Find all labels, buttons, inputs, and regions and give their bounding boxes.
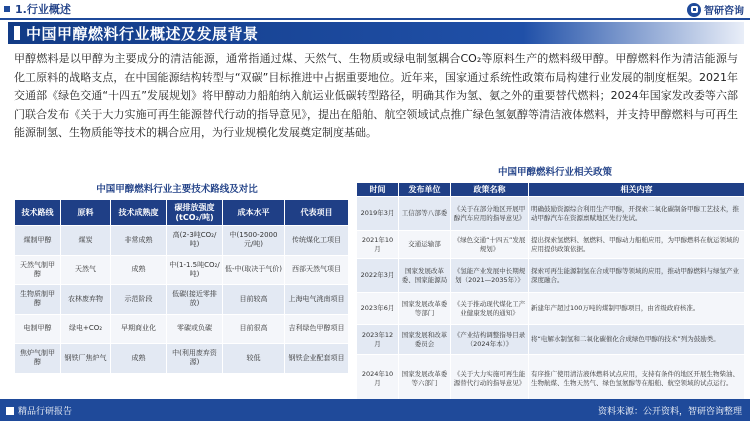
table-cell: 明确鼓励资源综合利用生产甲醇，开探索二氧化碳制备甲醇工艺技术，推动甲醇汽车在资源禀赋地区先行先试。 [529,197,745,231]
table-cell: 国家发展和改革委员会 [399,325,451,355]
table-row [15,255,349,285]
table-cell: 将“电解水制氢和二氧化碳催化合成绿色甲醇的技术”列为鼓励类。 [529,325,745,355]
route-table-header [15,200,349,226]
section-label: 1.行业概述 [15,3,71,16]
top-divider [0,18,750,20]
table-row [357,325,745,355]
table-cell: 《关于在部分地区开展甲醇汽车应用的指导意见》 [451,197,529,231]
table-cell: 中(利用废弃资源) [167,344,223,374]
table-cell: 农林废弃物 [61,285,111,315]
table-row [15,314,349,344]
table-cell: 西部天然气项目 [285,255,349,285]
table-cell: 工信部等八部委 [399,197,451,231]
table-cell: 成熟 [111,344,167,374]
table-cell: 国家发展改革委等部门 [399,293,451,325]
table-cell: 天然气制甲醇 [15,255,61,285]
column-header: 相关内容 [529,183,745,197]
table-cell: 提出探索氢燃料、氨燃料、甲醇动力船舶应用，为甲醇燃料在航运领域的应用提供政策依据。 [529,231,745,259]
column-header: 技术成熟度 [111,200,167,226]
table-cell: 目前较高 [223,285,285,315]
table-cell: 交通运输部 [399,231,451,259]
column-header: 技术路线 [15,200,61,226]
table-cell: 低碳(接近零排放) [167,285,223,315]
table-row [357,231,745,259]
table-cell: 国家发展改革委等六部门 [399,355,451,403]
table-cell: 较低 [223,344,285,374]
table-cell: 低-中(取决于气价) [223,255,285,285]
table-cell: 探索可再生能源制氢在合成甲醇等领域的应用，推动甲醇燃料与绿氢产业深度融合。 [529,259,745,293]
top-bar [0,0,750,18]
table-row [357,293,745,325]
table-row [357,197,745,231]
table-cell: 有序推广使用清洁液体燃料试点应用，支持有条件的地区开展生物柴油、生物航煤、生物天然气、绿色氢氨醇等在船舶、航空领域的试点运行。 [529,355,745,403]
column-header: 发布单位 [399,183,451,197]
table-cell: 成熟 [111,255,167,285]
table-cell: 焦炉气制甲醇 [15,344,61,374]
table-cell: 生物质制甲醇 [15,285,61,315]
table-cell: 2021年10月 [357,231,399,259]
table-cell: 《绿色交通“十四五”发展规划》 [451,231,529,259]
intro-paragraph: 甲醇燃料是以甲醇为主要成分的清洁能源，通常指通过煤、天然气、生物质或绿电制氢耦合CO₂等原料生产的燃料级甲醇。甲醇燃料作为清洁能源与化工原料的战略支点，在中国能源结构转型与“双碳”目标推进中占据重要地位。近年来，国家通过系统性政策布局构建行业发展的制度框架。2021年交通部《绿色交通“十四五”发展规划》将甲醇动力船舶纳入航运业低碳转型路径，明确其作为氢、氨之外的重要替代燃料；2024年国家发改委等六部门联合发布《关于大力实施可再生能源替代行动的指导意见》，提出在船舶、航空领域试点推广绿色氢氨醇等清洁液体燃料，并支持甲醇燃料与可再生能源制氢、生物质能等技术的耦合应用，为行业规模化发展奠定制度基础。 [14,52,738,139]
table-row [15,226,349,256]
footer-marker-icon [6,407,14,415]
table-cell: 2024年10月 [357,355,399,403]
table-cell: 《关于大力实施可再生能源替代行动的指导意见》 [451,355,529,403]
table-cell: 电制甲醇 [15,314,61,344]
table-row [15,344,349,374]
table-cell: 《产业结构调整指导目录（2024年本）》 [451,325,529,355]
table-row [15,285,349,315]
table-cell: 非常成熟 [111,226,167,256]
table-cell: 吉利绿色甲醇项目 [285,314,349,344]
brand-name: 智研咨询 [704,6,744,17]
route-table-title: 中国甲醇燃料行业主要技术路线及对比 [96,184,258,195]
table-cell: 煤炭 [61,226,111,256]
table-cell: 天然气 [61,255,111,285]
table-cell: 高(2-3吨CO₂/吨) [167,226,223,256]
table-cell: 《氢能产业发展中长期规划（2021—2035年）》 [451,259,529,293]
table-cell: 煤制甲醇 [15,226,61,256]
table-cell: 示范阶段 [111,285,167,315]
table-cell: 零碳或负碳 [167,314,223,344]
page-title: 中国甲醇燃料行业概述及发展背景 [26,24,259,43]
column-header: 代表项目 [285,200,349,226]
source-note: 资料来源：公开资料，智研咨询整理 [597,407,742,417]
table-cell: 目前很高 [223,314,285,344]
table-cell: 绿电+CO₂ [61,314,111,344]
table-cell: 国家发展改革委、国家能源局 [399,259,451,293]
policy-table-header [357,183,745,197]
title-banner [8,22,744,44]
table-cell: 2023年12月 [357,325,399,355]
column-header: 政策名称 [451,183,529,197]
column-header: 时间 [357,183,399,197]
column-header: 碳排放强度(tCO₂/吨) [167,200,223,226]
table-row [357,355,745,403]
column-header: 原料 [61,200,111,226]
table-cell: 《关于推动现代煤化工产业健康发展的通知》 [451,293,529,325]
table-cell: 新建年产超过100万吨的煤制甲醇项目，由省级政府核准。 [529,293,745,325]
section-marker-icon [4,6,10,12]
table-row [357,259,745,293]
table-cell: 钢铁厂焦炉气 [61,344,111,374]
table-cell: 2022年3月 [357,259,399,293]
table-cell: 中(1500-2000元/吨) [223,226,285,256]
footer-left [6,404,72,417]
table-cell: 上海电气洮南项目 [285,285,349,315]
table-cell: 钢铁企业配套项目 [285,344,349,374]
footer-label: 精品行研报告 [18,407,73,417]
banner-marker-icon [14,26,20,40]
column-header: 成本水平 [223,200,285,226]
policy-table [356,182,745,403]
table-cell: 传统煤化工项目 [285,226,349,256]
table-cell: 2019年3月 [357,197,399,231]
table-cell: 2023年6月 [357,293,399,325]
table-cell: 早期商业化 [111,314,167,344]
brand [687,2,744,17]
table-cell: 中(1-1.5吨CO₂/吨) [167,255,223,285]
route-table [14,199,349,374]
policy-table-title: 中国甲醇燃料行业相关政策 [497,167,612,178]
brand-logo-icon [687,3,701,17]
